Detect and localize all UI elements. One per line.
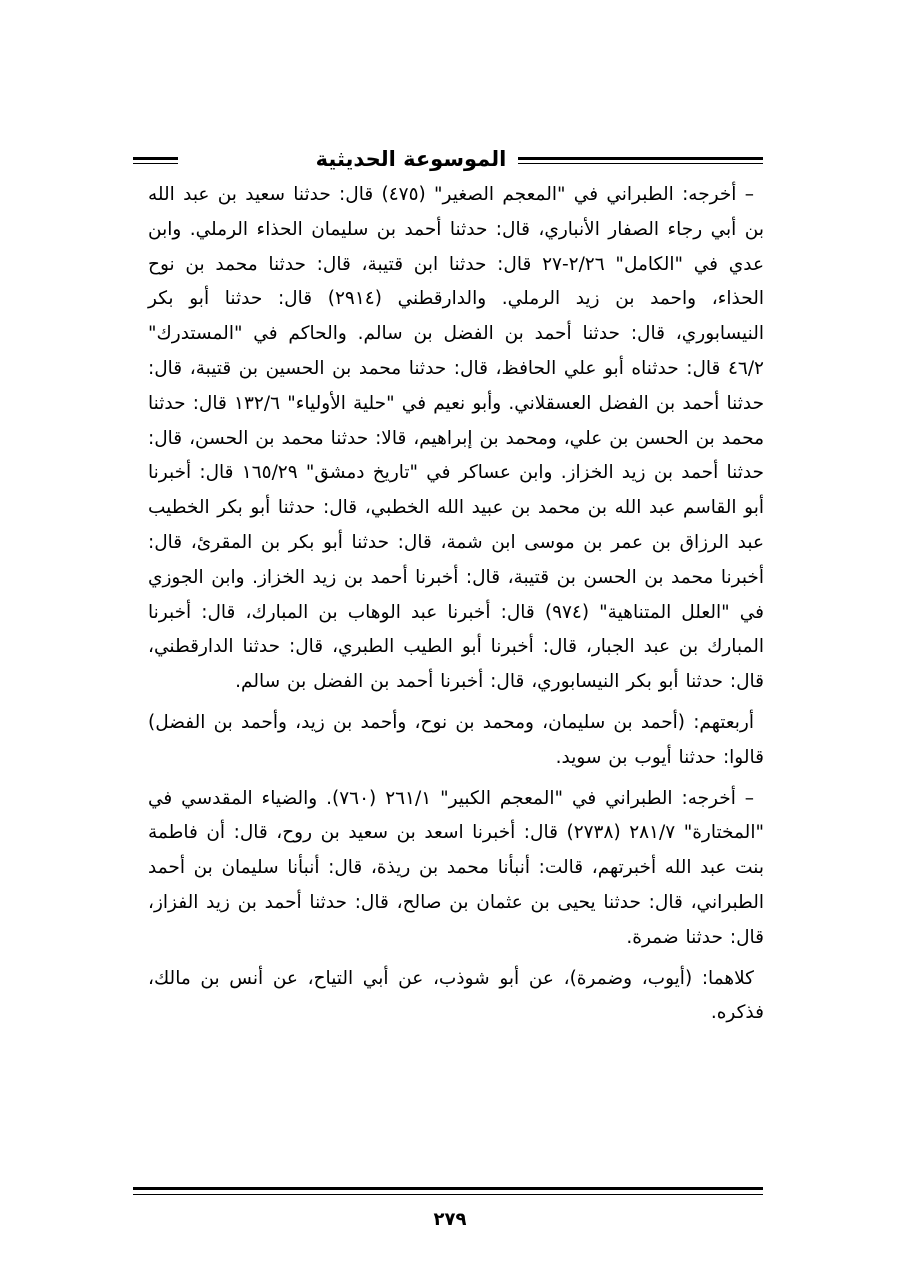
page-number: ٢٧٩ [433, 1209, 467, 1230]
paragraph-takhrij-1: – أخرجه: الطبراني في "المعجم الصغير" (٤٧٥) قال: حدثنا سعيد بن عبد الله بن أبي رجاء الصفار الأنباري، قال: حدثنا أحمد بن سليمان الحذاء الرملي. وابن عدي في "الكامل" ٢/٢٦-٢٧ قال: حدثنا ابن قتيبة، قال: حدثنا محمد بن نوح الحذاء، واحمد بن زيد الرملي. والدارقطني (٢٩١٤) قال: حدثنا أبو بكر النيسابوري، قال: حدثنا أحمد بن الفضل بن سالم. والحاكم في "المستدرك" ٤٦/٢ قال: حدثناه أبو علي الحافظ، قال: حدثنا محمد بن الحسين بن قتيبة، قال: حدثنا أحمد بن الفضل العسقلاني. وأبو نعيم في "حلية الأولياء" ١٣٢/٦ قال: حدثنا محمد بن الحسن بن علي، ومحمد بن إبراهيم، قالا: حدثنا محمد بن الحسن، قال: حدثنا أحمد بن زيد الخزاز. وابن عساكر في "تاريخ دمشق" ١٦٥/٢٩ قال: أخبرنا أبو القاسم عبد الله بن محمد بن عبيد الله الخطبي، قال: حدثنا أبو بكر الخطيب عبد الرزاق بن عمر بن موسى ابن شمة، قال: حدثنا أبو بكر بن المقرئ، قال: أخبرنا محمد بن الحسن بن قتيبة، قال: أخبرنا أحمد بن زيد الخزاز. وابن الجوزي في "العلل المتناهية" (٩٧٤) قال: أخبرنا عبد الوهاب بن المبارك، قال: أخبرنا المبارك بن عبد الجبار، قال: أخبرنا أبو الطيب الطبري، قال: حدثنا الدارقطني، قال: حدثنا أبو بكر النيسابوري، قال: أخبرنا أحمد بن الفضل بن سالم. [148, 184, 765, 693]
footer-rule [133, 1187, 763, 1195]
paragraph-summary-1: أربعتهم: (أحمد بن سليمان، ومحمد بن نوح، وأحمد بن زيد، وأحمد بن الفضل) قالوا: حدثنا أيوب بن سويد. [148, 711, 764, 768]
paragraph-summary-2: كلاهما: (أيوب، وضمرة)، عن أبو شوذب، عن أبي التياح، عن أنس بن مالك، فذكره. [148, 967, 764, 1024]
paragraph-takhrij-2: – أخرجه: الطبراني في "المعجم الكبير" ٢٦١/١ (٧٦٠). والضياء المقدسي في "المختارة" ٢٨١/٧ (٢٧٣٨) قال: أخبرنا اسعد بن سعيد بن روح، قال: أن فاطمة بنت عبد الله أخبرتهم، قالت: أنبأنا محمد بن ريذة، قال: أنبأنا سليمان بن أحمد الطبراني، قال: حدثنا يحيى بن عثمان بن صالح، قال: حدثنا أحمد بن زيد الفزاز، قال: حدثنا ضمرة. [148, 787, 764, 948]
page-header [133, 140, 763, 180]
header-rule-right [518, 157, 763, 164]
header-rule-left [133, 157, 178, 164]
main-text [148, 178, 764, 1037]
running-title: الموسوعة الحديثية [315, 147, 507, 171]
